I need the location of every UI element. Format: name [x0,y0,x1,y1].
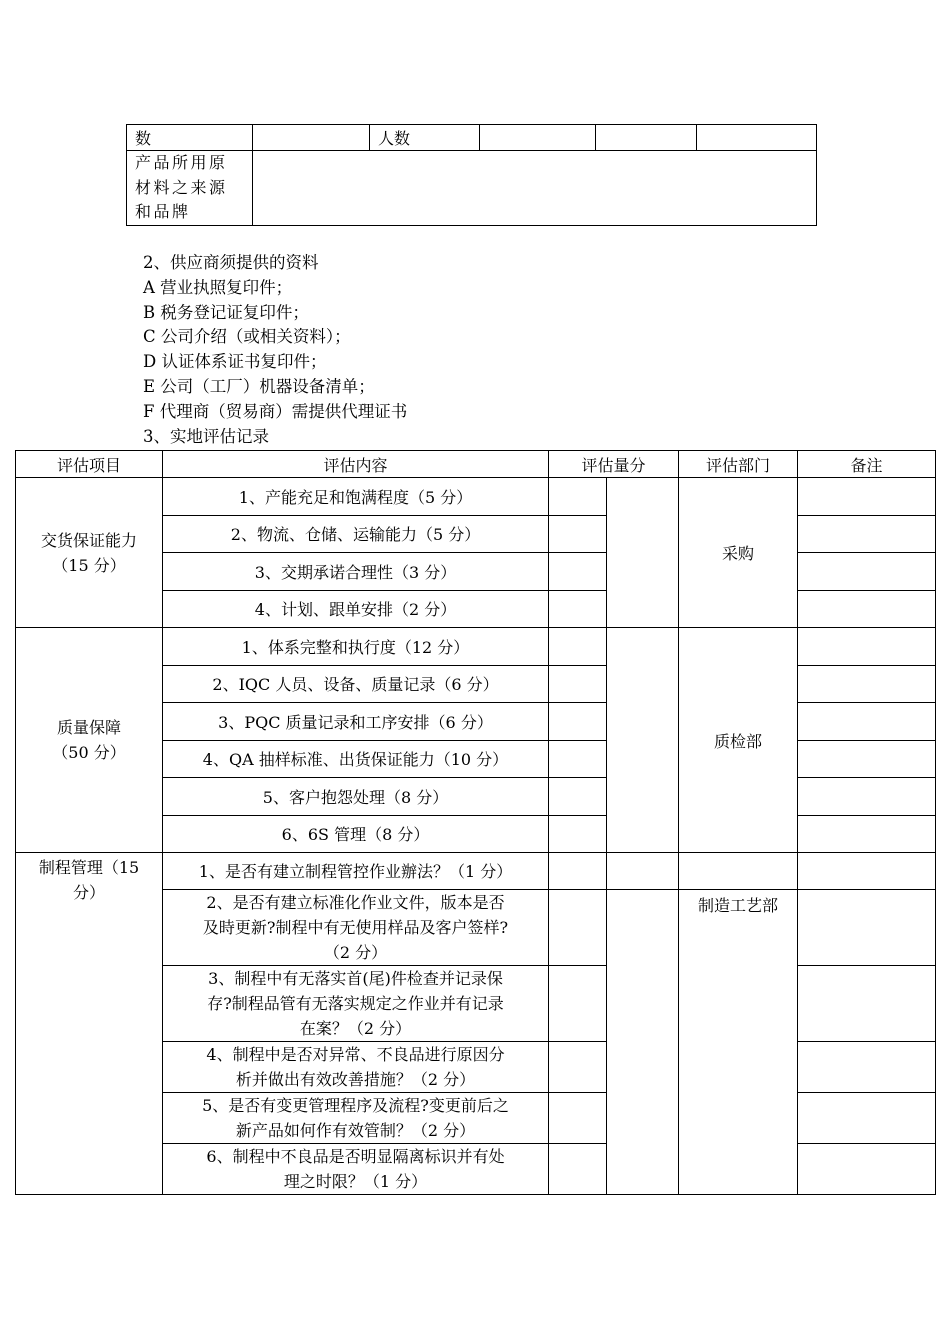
score-cell [549,665,607,703]
remark-cell [798,1042,936,1093]
score-cell [549,853,607,890]
remark-cell [798,890,936,966]
content-cell [163,1042,549,1093]
label-cell [127,125,253,151]
content-cell [163,890,549,966]
content-cell: 5、客户抱怨处理（8 分） [163,778,549,816]
remark-cell [798,1093,936,1144]
content-line: 1、是否有建立制程管控作业辦法？（1 分） [198,861,513,881]
category-name: 制程管理（15 [38,858,140,877]
dept-cell: 采购 [679,478,798,628]
score-cell [549,628,607,666]
section-heading: 2、供应商须提供的资料 [143,253,319,272]
header-cell: 评估量分 [549,451,679,478]
content-line: 2、是否有建立标准化作业文件，版本是否 [206,893,505,912]
score-cell [549,966,607,1042]
content-cell [163,853,549,890]
content-cell: 2、IQC 人员、设备、质量记录（6 分） [163,665,549,703]
remark-cell [798,553,936,591]
content-line: 存?制程品管有无落实规定之作业并有记录 [207,994,504,1013]
content-cell: 6、6S 管理（8 分） [163,815,549,853]
label-line: 材料之来源 [135,177,228,197]
score-cell [549,890,607,966]
content-line: 6、制程中不良品是否明显隔离标识并有处 [206,1147,505,1166]
score-cell [549,553,607,591]
score-cell [549,778,607,816]
content-cell: 2、物流、仓储、运输能力（5 分） [163,515,549,553]
content-line: 3、制程中有无落实首(尾)件检查并记录保 [208,969,503,988]
content-cell: 3、交期承诺合理性（3 分） [163,553,549,591]
remark-cell [798,665,936,703]
content-cell [163,966,549,1042]
content-cell: 1、体系完整和执行度（12 分） [163,628,549,666]
value-cell [253,125,370,151]
document-item: C 公司介绍（或相关资料）； [143,327,351,347]
remark-cell [798,740,936,778]
content-line: （2 分） [323,943,388,962]
dept-cell: 质检部 [679,628,798,853]
document-item: B 税务登记证复印件； [143,302,309,322]
score-cell [549,478,607,516]
remark-cell [798,853,936,890]
score-cell [549,703,607,741]
score-cell [549,1093,607,1144]
content-cell: 1、产能充足和饱满程度（5 分） [163,478,549,516]
content-cell: 4、计划、跟单安排（2 分） [163,590,549,628]
score-total-cell [607,890,679,1195]
header-cell: 备注 [798,451,936,478]
label-text: 数 [135,129,152,148]
content-line: 5、是否有变更管理程序及流程?变更前后之 [202,1096,509,1115]
category-cell [16,628,163,853]
required-documents-section [143,251,407,449]
content-line: 新产品如何作有效管制？（2 分） [235,1121,476,1140]
remark-cell [798,778,936,816]
label-cell [127,151,253,226]
content-cell: 3、PQC 质量记录和工序安排（6 分） [163,703,549,741]
dept-cell: 制造工艺部 [679,890,798,1195]
content-cell: 4、QA 抽样标准、出货保证能力（10 分） [163,740,549,778]
remark-cell [798,703,936,741]
label-line: 产品所用原 [135,153,228,172]
label-text: 人数 [378,129,411,148]
label-cell [370,125,480,151]
section-heading: 3、实地评估记录 [143,426,269,446]
category-name: 交货保证能力 [40,530,137,550]
content-line: 理之时限？（1 分） [283,1172,428,1191]
category-cell [16,478,163,628]
remark-cell [798,628,936,666]
value-cell [697,125,817,151]
remark-cell [798,515,936,553]
document-item: E 公司（工厂）机器设备清单； [143,376,375,396]
remark-cell [798,815,936,853]
score-cell [549,740,607,778]
content-cell [163,1093,549,1144]
remark-cell [798,1144,936,1195]
value-cell [596,125,697,151]
category-cell [16,853,163,1195]
content-line: 及時更新?制程中有无使用样品及客户签样? [202,918,509,937]
content-cell [163,1144,549,1195]
dept-cell [679,853,798,890]
document-item: D 认证体系证书复印件； [143,352,327,372]
category-points: 分） [72,883,105,902]
content-line: 4、制程中是否对异常、不良品进行原因分 [206,1045,505,1064]
remark-cell [798,966,936,1042]
category-points: （15 分） [52,555,126,575]
score-cell [549,515,607,553]
score-total-cell [607,628,679,853]
header-cell: 评估项目 [16,451,163,478]
onsite-evaluation-table [15,450,936,1195]
remark-cell [798,478,936,516]
score-total-cell [607,853,679,890]
category-name: 质量保障 [56,718,121,737]
content-line: 在案？（2 分） [299,1019,412,1038]
remark-cell [798,590,936,628]
value-cell [253,151,817,226]
supplier-info-table [126,124,817,226]
score-cell [549,815,607,853]
score-cell [549,1144,607,1195]
category-points: （50 分） [52,743,126,762]
header-cell: 评估部门 [679,451,798,478]
score-total-cell [607,478,679,628]
content-line: 析并做出有效改善措施？（2 分） [235,1070,476,1089]
document-item: A 营业执照复印件； [143,277,293,297]
header-cell: 评估内容 [163,451,549,478]
label-line: 和品牌 [135,202,191,221]
value-cell [480,125,596,151]
score-cell [549,1042,607,1093]
score-cell [549,590,607,628]
document-item: F 代理商（贸易商）需提供代理证书 [143,401,408,421]
